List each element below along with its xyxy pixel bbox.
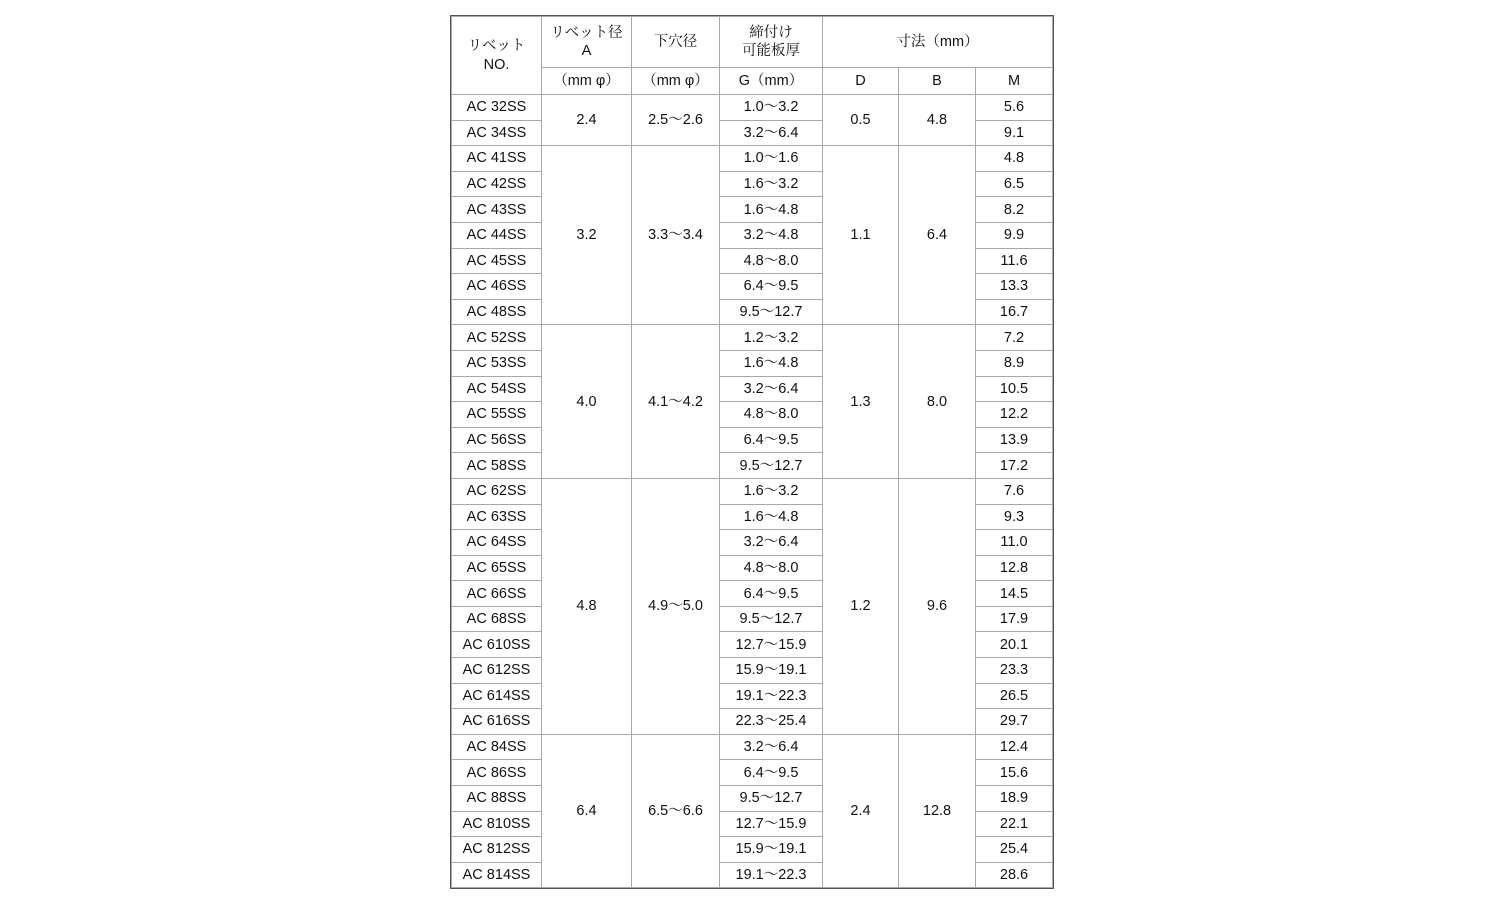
cell-grip-range: 6.4〜9.5 — [720, 274, 823, 300]
cell-grip-range: 3.2〜6.4 — [720, 734, 823, 760]
cell-rivet-diameter: 3.2 — [542, 146, 632, 325]
table-row — [452, 146, 1053, 172]
cell-dim-m: 9.9 — [976, 222, 1053, 248]
cell-dim-m: 8.9 — [976, 350, 1053, 376]
cell-rivet-no: AC 68SS — [452, 606, 542, 632]
cell-rivet-no: AC 42SS — [452, 171, 542, 197]
header-dimensions: 寸法（mm） — [823, 17, 1053, 68]
cell-dim-m: 10.5 — [976, 376, 1053, 402]
cell-grip-range: 1.2〜3.2 — [720, 325, 823, 351]
cell-grip-range: 1.6〜4.8 — [720, 197, 823, 223]
cell-dim-m: 22.1 — [976, 811, 1053, 837]
cell-grip-range: 1.6〜3.2 — [720, 171, 823, 197]
cell-hole-diameter: 6.5〜6.6 — [632, 734, 720, 888]
cell-grip-range: 3.2〜6.4 — [720, 120, 823, 146]
cell-dim-m: 12.2 — [976, 402, 1053, 428]
cell-dim-m: 11.0 — [976, 530, 1053, 556]
header-dim-b: B — [899, 68, 976, 95]
cell-dim-m: 17.9 — [976, 606, 1053, 632]
header-rivet-diameter: リベット径 A — [542, 17, 632, 68]
cell-dim-m: 7.2 — [976, 325, 1053, 351]
cell-grip-range: 22.3〜25.4 — [720, 709, 823, 735]
cell-dim-m: 14.5 — [976, 581, 1053, 607]
cell-dim-b: 6.4 — [899, 146, 976, 325]
cell-rivet-no: AC 86SS — [452, 760, 542, 786]
cell-rivet-no: AC 64SS — [452, 530, 542, 556]
cell-rivet-no: AC 814SS — [452, 862, 542, 888]
cell-dim-m: 26.5 — [976, 683, 1053, 709]
cell-rivet-no: AC 616SS — [452, 709, 542, 735]
cell-rivet-no: AC 63SS — [452, 504, 542, 530]
cell-grip-range: 4.8〜8.0 — [720, 248, 823, 274]
cell-rivet-no: AC 43SS — [452, 197, 542, 223]
cell-grip-range: 6.4〜9.5 — [720, 760, 823, 786]
cell-dim-d: 1.2 — [823, 478, 899, 734]
cell-rivet-no: AC 56SS — [452, 427, 542, 453]
cell-grip-range: 3.2〜6.4 — [720, 530, 823, 556]
header-dim-m: M — [976, 68, 1053, 95]
cell-rivet-no: AC 55SS — [452, 402, 542, 428]
cell-grip-range: 12.7〜15.9 — [720, 632, 823, 658]
header-grip-range: 締付け 可能板厚 — [720, 17, 823, 68]
cell-grip-range: 9.5〜12.7 — [720, 606, 823, 632]
cell-rivet-no: AC 65SS — [452, 555, 542, 581]
cell-rivet-no: AC 88SS — [452, 786, 542, 812]
header-hole-diameter-unit: （mm φ） — [632, 68, 720, 95]
cell-rivet-no: AC 54SS — [452, 376, 542, 402]
cell-grip-range: 4.8〜8.0 — [720, 402, 823, 428]
cell-rivet-diameter: 4.0 — [542, 325, 632, 479]
cell-dim-d: 1.3 — [823, 325, 899, 479]
cell-dim-m: 17.2 — [976, 453, 1053, 479]
cell-dim-m: 9.1 — [976, 120, 1053, 146]
cell-dim-d: 1.1 — [823, 146, 899, 325]
cell-rivet-no: AC 84SS — [452, 734, 542, 760]
cell-dim-m: 8.2 — [976, 197, 1053, 223]
cell-grip-range: 3.2〜4.8 — [720, 222, 823, 248]
cell-rivet-no: AC 58SS — [452, 453, 542, 479]
cell-rivet-no: AC 612SS — [452, 658, 542, 684]
cell-grip-range: 1.6〜4.8 — [720, 504, 823, 530]
cell-rivet-no: AC 810SS — [452, 811, 542, 837]
cell-rivet-no: AC 62SS — [452, 478, 542, 504]
cell-grip-range: 6.4〜9.5 — [720, 581, 823, 607]
cell-grip-range: 1.6〜3.2 — [720, 478, 823, 504]
cell-dim-d: 0.5 — [823, 95, 899, 146]
cell-hole-diameter: 4.9〜5.0 — [632, 478, 720, 734]
cell-dim-m: 20.1 — [976, 632, 1053, 658]
cell-dim-m: 5.6 — [976, 95, 1053, 121]
cell-rivet-no: AC 34SS — [452, 120, 542, 146]
cell-grip-range: 9.5〜12.7 — [720, 453, 823, 479]
cell-grip-range: 15.9〜19.1 — [720, 658, 823, 684]
table-row — [452, 325, 1053, 351]
cell-dim-m: 15.6 — [976, 760, 1053, 786]
cell-dim-b: 12.8 — [899, 734, 976, 888]
cell-dim-m: 7.6 — [976, 478, 1053, 504]
cell-rivet-no: AC 610SS — [452, 632, 542, 658]
cell-dim-m: 9.3 — [976, 504, 1053, 530]
cell-rivet-diameter: 2.4 — [542, 95, 632, 146]
table-row — [452, 478, 1053, 504]
rivet-spec-table — [451, 16, 1053, 888]
cell-hole-diameter: 4.1〜4.2 — [632, 325, 720, 479]
cell-dim-m: 16.7 — [976, 299, 1053, 325]
header-dim-d: D — [823, 68, 899, 95]
cell-dim-m: 4.8 — [976, 146, 1053, 172]
cell-rivet-no: AC 46SS — [452, 274, 542, 300]
table-body — [452, 95, 1053, 888]
cell-dim-m: 12.8 — [976, 555, 1053, 581]
header-rivet-diameter-unit: （mm φ） — [542, 68, 632, 95]
header-grip-unit: G（mm） — [720, 68, 823, 95]
cell-grip-range: 3.2〜6.4 — [720, 376, 823, 402]
cell-dim-m: 6.5 — [976, 171, 1053, 197]
cell-grip-range: 9.5〜12.7 — [720, 786, 823, 812]
cell-rivet-no: AC 812SS — [452, 837, 542, 863]
cell-dim-m: 11.6 — [976, 248, 1053, 274]
cell-rivet-no: AC 614SS — [452, 683, 542, 709]
cell-dim-b: 4.8 — [899, 95, 976, 146]
cell-grip-range: 19.1〜22.3 — [720, 683, 823, 709]
cell-hole-diameter: 2.5〜2.6 — [632, 95, 720, 146]
cell-dim-m: 18.9 — [976, 786, 1053, 812]
cell-rivet-no: AC 41SS — [452, 146, 542, 172]
cell-rivet-no: AC 48SS — [452, 299, 542, 325]
cell-dim-m: 23.3 — [976, 658, 1053, 684]
header-hole-diameter: 下穴径 — [632, 17, 720, 68]
cell-grip-range: 1.0〜1.6 — [720, 146, 823, 172]
cell-dim-m: 13.9 — [976, 427, 1053, 453]
cell-grip-range: 12.7〜15.9 — [720, 811, 823, 837]
cell-dim-m: 25.4 — [976, 837, 1053, 863]
cell-grip-range: 19.1〜22.3 — [720, 862, 823, 888]
cell-dim-m: 13.3 — [976, 274, 1053, 300]
cell-rivet-no: AC 52SS — [452, 325, 542, 351]
cell-dim-m: 29.7 — [976, 709, 1053, 735]
cell-grip-range: 1.0〜3.2 — [720, 95, 823, 121]
cell-rivet-no: AC 45SS — [452, 248, 542, 274]
table-row — [452, 734, 1053, 760]
cell-dim-b: 9.6 — [899, 478, 976, 734]
cell-rivet-diameter: 4.8 — [542, 478, 632, 734]
header-rivet-no: リベット NO. — [452, 17, 542, 95]
cell-grip-range: 1.6〜4.8 — [720, 350, 823, 376]
cell-grip-range: 4.8〜8.0 — [720, 555, 823, 581]
cell-rivet-no: AC 53SS — [452, 350, 542, 376]
cell-rivet-no: AC 44SS — [452, 222, 542, 248]
cell-rivet-no: AC 32SS — [452, 95, 542, 121]
cell-rivet-diameter: 6.4 — [542, 734, 632, 888]
cell-hole-diameter: 3.3〜3.4 — [632, 146, 720, 325]
cell-rivet-no: AC 66SS — [452, 581, 542, 607]
cell-dim-d: 2.4 — [823, 734, 899, 888]
cell-dim-m: 12.4 — [976, 734, 1053, 760]
cell-grip-range: 15.9〜19.1 — [720, 837, 823, 863]
cell-dim-b: 8.0 — [899, 325, 976, 479]
cell-grip-range: 9.5〜12.7 — [720, 299, 823, 325]
cell-grip-range: 6.4〜9.5 — [720, 427, 823, 453]
table-row — [452, 95, 1053, 121]
cell-dim-m: 28.6 — [976, 862, 1053, 888]
